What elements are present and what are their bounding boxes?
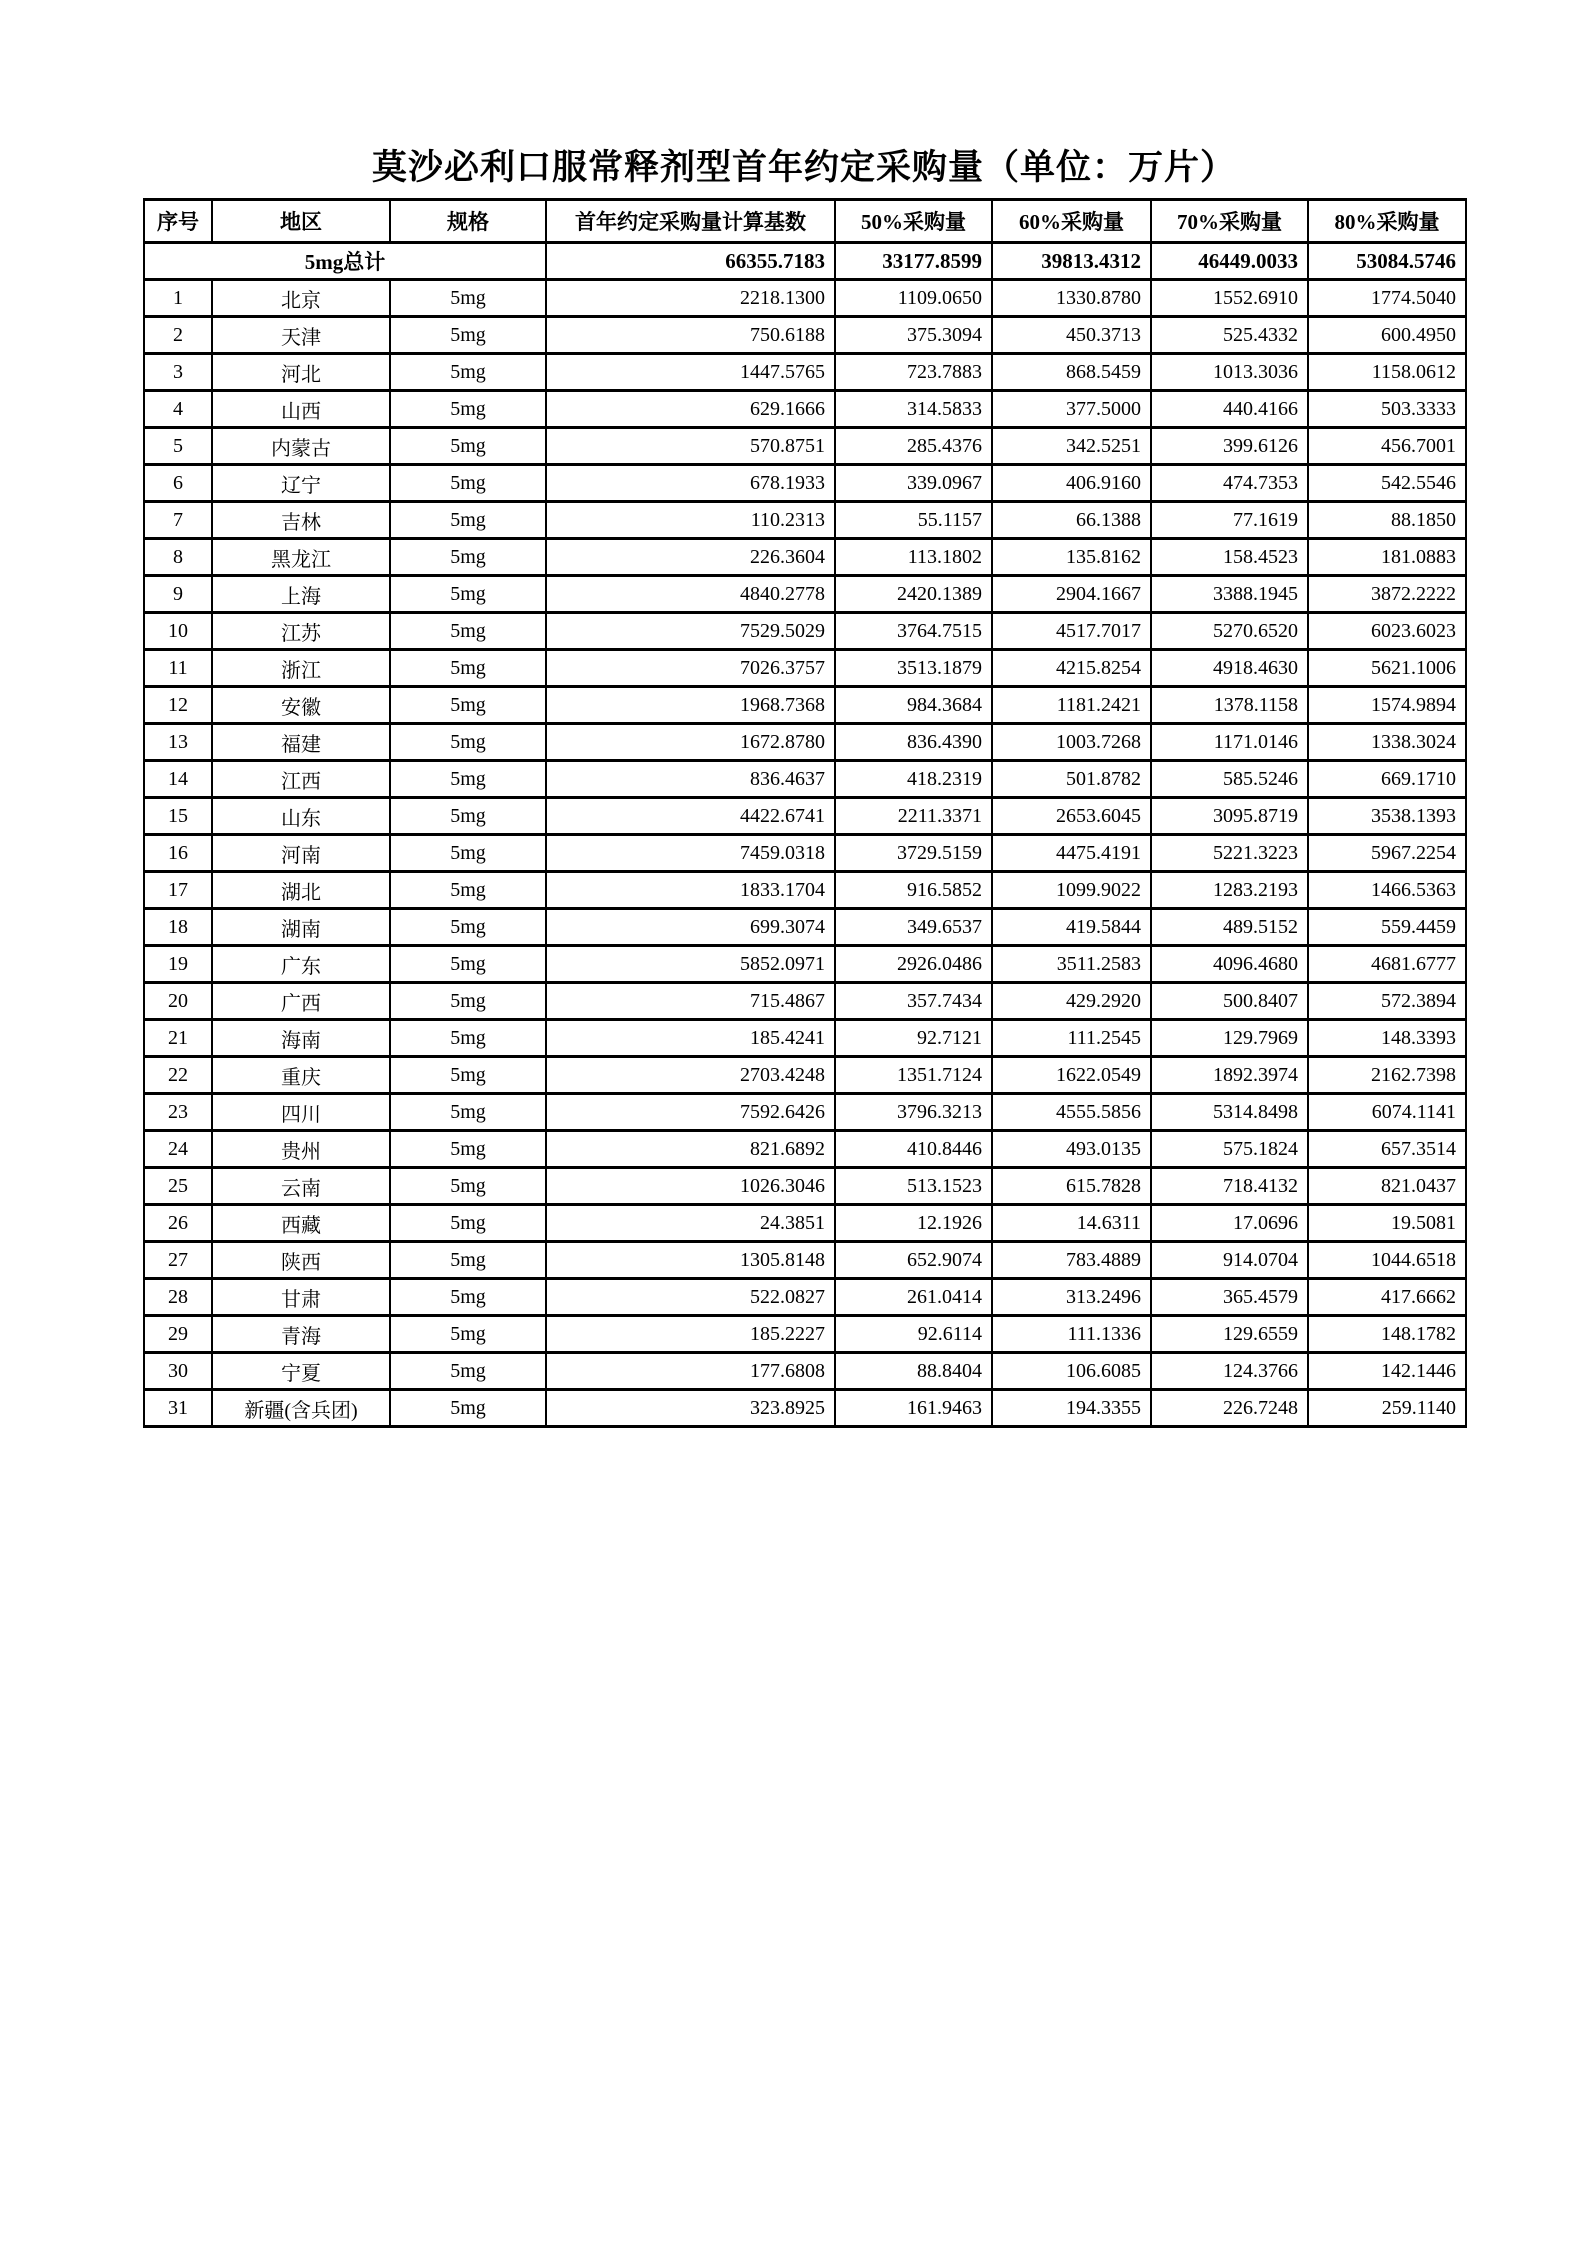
qty80-cell: 6023.6023 [1308,613,1466,650]
qty60-cell: 2904.1667 [992,576,1151,613]
region-cell: 山西 [212,391,390,428]
row-index-cell: 13 [144,724,212,761]
spec-cell: 5mg [390,1242,546,1279]
column-header-spec: 规格 [390,200,546,243]
qty70-cell: 399.6126 [1151,428,1308,465]
qty50-cell: 3764.7515 [835,613,992,650]
spec-cell: 5mg [390,761,546,798]
qty70-cell: 1171.0146 [1151,724,1308,761]
qty50-cell: 88.8404 [835,1353,992,1390]
qty70-cell: 365.4579 [1151,1279,1308,1316]
base-qty-cell: 750.6188 [546,317,835,354]
region-cell: 贵州 [212,1131,390,1168]
base-qty-cell: 226.3604 [546,539,835,576]
row-index-cell: 11 [144,650,212,687]
qty60-cell: 194.3355 [992,1390,1151,1427]
qty70-cell: 914.0704 [1151,1242,1308,1279]
base-qty-cell: 629.1666 [546,391,835,428]
region-cell: 上海 [212,576,390,613]
table-row [144,428,1466,465]
spec-cell: 5mg [390,465,546,502]
row-index-cell: 28 [144,1279,212,1316]
row-index-cell: 5 [144,428,212,465]
region-cell: 天津 [212,317,390,354]
qty80-cell: 1158.0612 [1308,354,1466,391]
row-index-cell: 9 [144,576,212,613]
qty70-cell: 4096.4680 [1151,946,1308,983]
spec-cell: 5mg [390,1094,546,1131]
region-cell: 湖南 [212,909,390,946]
region-cell: 江西 [212,761,390,798]
region-cell: 内蒙古 [212,428,390,465]
table-row [144,946,1466,983]
spec-cell: 5mg [390,576,546,613]
region-cell: 陕西 [212,1242,390,1279]
qty80-cell: 572.3894 [1308,983,1466,1020]
table-row [144,1057,1466,1094]
table-row [144,613,1466,650]
region-cell: 湖北 [212,872,390,909]
row-index-cell: 4 [144,391,212,428]
qty80-cell: 417.6662 [1308,1279,1466,1316]
table-row [144,798,1466,835]
region-cell: 云南 [212,1168,390,1205]
qty60-cell: 313.2496 [992,1279,1151,1316]
qty70-cell: 718.4132 [1151,1168,1308,1205]
qty50-cell: 339.0967 [835,465,992,502]
row-index-cell: 15 [144,798,212,835]
row-index-cell: 22 [144,1057,212,1094]
base-qty-cell: 1833.1704 [546,872,835,909]
row-index-cell: 25 [144,1168,212,1205]
base-qty-cell: 24.3851 [546,1205,835,1242]
table-row [144,354,1466,391]
qty80-cell: 1774.5040 [1308,280,1466,317]
spec-cell: 5mg [390,650,546,687]
qty70-cell: 5314.8498 [1151,1094,1308,1131]
qty80-cell: 259.1140 [1308,1390,1466,1427]
qty50-cell: 92.6114 [835,1316,992,1353]
table-row [144,983,1466,1020]
row-index-cell: 3 [144,354,212,391]
procurement-table [143,198,1467,1428]
qty60-cell: 1181.2421 [992,687,1151,724]
spec-cell: 5mg [390,317,546,354]
page-title: 莫沙必利口服常释剂型首年约定采购量（单位：万片） [371,148,1236,187]
region-cell: 西藏 [212,1205,390,1242]
region-cell: 四川 [212,1094,390,1131]
qty70-cell: 585.5246 [1151,761,1308,798]
spec-cell: 5mg [390,946,546,983]
row-index-cell: 19 [144,946,212,983]
qty50-cell: 1351.7124 [835,1057,992,1094]
spec-cell: 5mg [390,539,546,576]
base-qty-cell: 5852.0971 [546,946,835,983]
row-index-cell: 31 [144,1390,212,1427]
qty60-cell: 1099.9022 [992,872,1151,909]
region-cell: 河南 [212,835,390,872]
qty70-cell: 5221.3223 [1151,835,1308,872]
row-index-cell: 26 [144,1205,212,1242]
qty60-cell: 493.0135 [992,1131,1151,1168]
row-index-cell: 17 [144,872,212,909]
column-header-region: 地区 [212,200,390,243]
qty70-cell: 500.8407 [1151,983,1308,1020]
spec-cell: 5mg [390,1353,546,1390]
base-qty-cell: 1305.8148 [546,1242,835,1279]
qty50-cell: 1109.0650 [835,280,992,317]
region-cell: 广东 [212,946,390,983]
qty80-cell: 3538.1393 [1308,798,1466,835]
spec-cell: 5mg [390,1316,546,1353]
row-index-cell: 27 [144,1242,212,1279]
base-qty-cell: 699.3074 [546,909,835,946]
region-cell: 广西 [212,983,390,1020]
qty50-cell: 12.1926 [835,1205,992,1242]
qty60-cell: 4555.5856 [992,1094,1151,1131]
base-qty-cell: 7459.0318 [546,835,835,872]
region-cell: 新疆(含兵团) [212,1390,390,1427]
qty50-cell: 113.1802 [835,539,992,576]
header-row [144,200,1466,243]
table-row [144,909,1466,946]
table-row [144,1316,1466,1353]
qty50-cell: 314.5833 [835,391,992,428]
base-qty-cell: 323.8925 [546,1390,835,1427]
table-body [144,280,1466,1427]
spec-cell: 5mg [390,1020,546,1057]
base-qty-cell: 2218.1300 [546,280,835,317]
spec-cell: 5mg [390,1057,546,1094]
spec-cell: 5mg [390,798,546,835]
qty50-cell: 2211.3371 [835,798,992,835]
qty60-cell: 111.2545 [992,1020,1151,1057]
total-base-qty: 66355.7183 [546,243,835,280]
qty50-cell: 357.7434 [835,983,992,1020]
row-index-cell: 12 [144,687,212,724]
qty60-cell: 615.7828 [992,1168,1151,1205]
qty50-cell: 984.3684 [835,687,992,724]
table-row [144,465,1466,502]
qty50-cell: 55.1157 [835,502,992,539]
region-cell: 江苏 [212,613,390,650]
qty80-cell: 19.5081 [1308,1205,1466,1242]
qty60-cell: 429.2920 [992,983,1151,1020]
table-row [144,391,1466,428]
qty60-cell: 4517.7017 [992,613,1151,650]
table-row [144,872,1466,909]
row-index-cell: 16 [144,835,212,872]
qty80-cell: 821.0437 [1308,1168,1466,1205]
qty80-cell: 142.1446 [1308,1353,1466,1390]
region-cell: 福建 [212,724,390,761]
qty70-cell: 1378.1158 [1151,687,1308,724]
qty50-cell: 3729.5159 [835,835,992,872]
total-row [144,243,1466,280]
base-qty-cell: 1026.3046 [546,1168,835,1205]
qty80-cell: 456.7001 [1308,428,1466,465]
spec-cell: 5mg [390,687,546,724]
base-qty-cell: 1672.8780 [546,724,835,761]
qty70-cell: 77.1619 [1151,502,1308,539]
qty60-cell: 1622.0549 [992,1057,1151,1094]
qty80-cell: 4681.6777 [1308,946,1466,983]
base-qty-cell: 1968.7368 [546,687,835,724]
table-row [144,835,1466,872]
row-index-cell: 21 [144,1020,212,1057]
table-row [144,761,1466,798]
row-index-cell: 30 [144,1353,212,1390]
table-row [144,1353,1466,1390]
qty80-cell: 542.5546 [1308,465,1466,502]
qty80-cell: 1044.6518 [1308,1242,1466,1279]
qty60-cell: 377.5000 [992,391,1151,428]
qty50-cell: 916.5852 [835,872,992,909]
qty80-cell: 3872.2222 [1308,576,1466,613]
qty60-cell: 66.1388 [992,502,1151,539]
qty70-cell: 158.4523 [1151,539,1308,576]
region-cell: 山东 [212,798,390,835]
qty60-cell: 406.9160 [992,465,1151,502]
qty70-cell: 4918.4630 [1151,650,1308,687]
base-qty-cell: 570.8751 [546,428,835,465]
qty50-cell: 723.7883 [835,354,992,391]
qty80-cell: 148.3393 [1308,1020,1466,1057]
row-index-cell: 1 [144,280,212,317]
base-qty-cell: 7026.3757 [546,650,835,687]
qty70-cell: 1013.3036 [1151,354,1308,391]
total-qty-60: 39813.4312 [992,243,1151,280]
qty60-cell: 2653.6045 [992,798,1151,835]
spec-cell: 5mg [390,354,546,391]
row-index-cell: 6 [144,465,212,502]
qty60-cell: 342.5251 [992,428,1151,465]
qty60-cell: 450.3713 [992,317,1151,354]
base-qty-cell: 836.4637 [546,761,835,798]
table-row [144,724,1466,761]
qty60-cell: 4475.4191 [992,835,1151,872]
qty80-cell: 1466.5363 [1308,872,1466,909]
qty80-cell: 5621.1006 [1308,650,1466,687]
qty70-cell: 440.4166 [1151,391,1308,428]
qty80-cell: 2162.7398 [1308,1057,1466,1094]
qty80-cell: 1574.9894 [1308,687,1466,724]
qty80-cell: 5967.2254 [1308,835,1466,872]
base-qty-cell: 715.4867 [546,983,835,1020]
spec-cell: 5mg [390,502,546,539]
spec-cell: 5mg [390,1168,546,1205]
spec-cell: 5mg [390,872,546,909]
qty80-cell: 657.3514 [1308,1131,1466,1168]
base-qty-cell: 4840.2778 [546,576,835,613]
qty50-cell: 513.1523 [835,1168,992,1205]
qty80-cell: 181.0883 [1308,539,1466,576]
qty60-cell: 4215.8254 [992,650,1151,687]
qty80-cell: 669.1710 [1308,761,1466,798]
region-cell: 青海 [212,1316,390,1353]
qty60-cell: 106.6085 [992,1353,1151,1390]
total-qty-80: 53084.5746 [1308,243,1466,280]
base-qty-cell: 522.0827 [546,1279,835,1316]
spec-cell: 5mg [390,983,546,1020]
spec-cell: 5mg [390,1205,546,1242]
qty60-cell: 1003.7268 [992,724,1151,761]
table-row [144,1020,1466,1057]
qty70-cell: 3388.1945 [1151,576,1308,613]
base-qty-cell: 177.6808 [546,1353,835,1390]
region-cell: 甘肃 [212,1279,390,1316]
region-cell: 安徽 [212,687,390,724]
qty80-cell: 88.1850 [1308,502,1466,539]
region-cell: 河北 [212,354,390,391]
qty60-cell: 501.8782 [992,761,1151,798]
qty70-cell: 489.5152 [1151,909,1308,946]
table-row [144,502,1466,539]
base-qty-cell: 821.6892 [546,1131,835,1168]
total-label: 5mg总计 [144,243,546,280]
region-cell: 辽宁 [212,465,390,502]
qty70-cell: 474.7353 [1151,465,1308,502]
region-cell: 海南 [212,1020,390,1057]
base-qty-cell: 110.2313 [546,502,835,539]
row-index-cell: 2 [144,317,212,354]
base-qty-cell: 4422.6741 [546,798,835,835]
qty50-cell: 2926.0486 [835,946,992,983]
qty50-cell: 92.7121 [835,1020,992,1057]
qty50-cell: 161.9463 [835,1390,992,1427]
qty60-cell: 783.4889 [992,1242,1151,1279]
table-row [144,539,1466,576]
column-header-qty-60: 60%采购量 [992,200,1151,243]
qty70-cell: 3095.8719 [1151,798,1308,835]
table-row [144,317,1466,354]
region-cell: 浙江 [212,650,390,687]
spec-cell: 5mg [390,1279,546,1316]
base-qty-cell: 185.4241 [546,1020,835,1057]
row-index-cell: 7 [144,502,212,539]
qty50-cell: 410.8446 [835,1131,992,1168]
base-qty-cell: 1447.5765 [546,354,835,391]
qty50-cell: 418.2319 [835,761,992,798]
row-index-cell: 8 [144,539,212,576]
qty70-cell: 124.3766 [1151,1353,1308,1390]
row-index-cell: 18 [144,909,212,946]
row-index-cell: 24 [144,1131,212,1168]
table-row [144,1094,1466,1131]
qty50-cell: 2420.1389 [835,576,992,613]
total-qty-50: 33177.8599 [835,243,992,280]
spec-cell: 5mg [390,613,546,650]
column-header-base-qty: 首年约定采购量计算基数 [546,200,835,243]
qty50-cell: 349.6537 [835,909,992,946]
qty60-cell: 135.8162 [992,539,1151,576]
table-row [144,687,1466,724]
table-row [144,1131,1466,1168]
table-row [144,1242,1466,1279]
qty60-cell: 419.5844 [992,909,1151,946]
qty60-cell: 3511.2583 [992,946,1151,983]
column-header-qty-80: 80%采购量 [1308,200,1466,243]
row-index-cell: 23 [144,1094,212,1131]
row-index-cell: 29 [144,1316,212,1353]
spec-cell: 5mg [390,1131,546,1168]
qty50-cell: 375.3094 [835,317,992,354]
qty70-cell: 129.6559 [1151,1316,1308,1353]
qty50-cell: 261.0414 [835,1279,992,1316]
row-index-cell: 10 [144,613,212,650]
table-row [144,1390,1466,1427]
column-header-qty-70: 70%采购量 [1151,200,1308,243]
qty50-cell: 652.9074 [835,1242,992,1279]
qty60-cell: 111.1336 [992,1316,1151,1353]
qty70-cell: 1892.3974 [1151,1057,1308,1094]
qty70-cell: 575.1824 [1151,1131,1308,1168]
qty70-cell: 525.4332 [1151,317,1308,354]
spec-cell: 5mg [390,835,546,872]
table-row [144,1279,1466,1316]
spec-cell: 5mg [390,280,546,317]
base-qty-cell: 7592.6426 [546,1094,835,1131]
table-row [144,650,1466,687]
qty80-cell: 600.4950 [1308,317,1466,354]
region-cell: 北京 [212,280,390,317]
table-row [144,280,1466,317]
qty70-cell: 17.0696 [1151,1205,1308,1242]
qty80-cell: 148.1782 [1308,1316,1466,1353]
row-index-cell: 14 [144,761,212,798]
qty70-cell: 5270.6520 [1151,613,1308,650]
table-row [144,1168,1466,1205]
base-qty-cell: 2703.4248 [546,1057,835,1094]
table-row [144,1205,1466,1242]
table-row [144,576,1466,613]
spec-cell: 5mg [390,724,546,761]
column-header-index: 序号 [144,200,212,243]
qty80-cell: 559.4459 [1308,909,1466,946]
qty50-cell: 836.4390 [835,724,992,761]
qty70-cell: 1552.6910 [1151,280,1308,317]
base-qty-cell: 185.2227 [546,1316,835,1353]
region-cell: 黑龙江 [212,539,390,576]
qty50-cell: 3513.1879 [835,650,992,687]
region-cell: 宁夏 [212,1353,390,1390]
qty60-cell: 14.6311 [992,1205,1151,1242]
total-qty-70: 46449.0033 [1151,243,1308,280]
qty70-cell: 226.7248 [1151,1390,1308,1427]
spec-cell: 5mg [390,391,546,428]
qty60-cell: 1330.8780 [992,280,1151,317]
qty80-cell: 1338.3024 [1308,724,1466,761]
qty70-cell: 1283.2193 [1151,872,1308,909]
base-qty-cell: 7529.5029 [546,613,835,650]
spec-cell: 5mg [390,909,546,946]
qty50-cell: 285.4376 [835,428,992,465]
spec-cell: 5mg [390,428,546,465]
spec-cell: 5mg [390,1390,546,1427]
column-header-qty-50: 50%采购量 [835,200,992,243]
qty80-cell: 503.3333 [1308,391,1466,428]
qty60-cell: 868.5459 [992,354,1151,391]
qty70-cell: 129.7969 [1151,1020,1308,1057]
base-qty-cell: 678.1933 [546,465,835,502]
qty80-cell: 6074.1141 [1308,1094,1466,1131]
region-cell: 吉林 [212,502,390,539]
qty50-cell: 3796.3213 [835,1094,992,1131]
region-cell: 重庆 [212,1057,390,1094]
row-index-cell: 20 [144,983,212,1020]
